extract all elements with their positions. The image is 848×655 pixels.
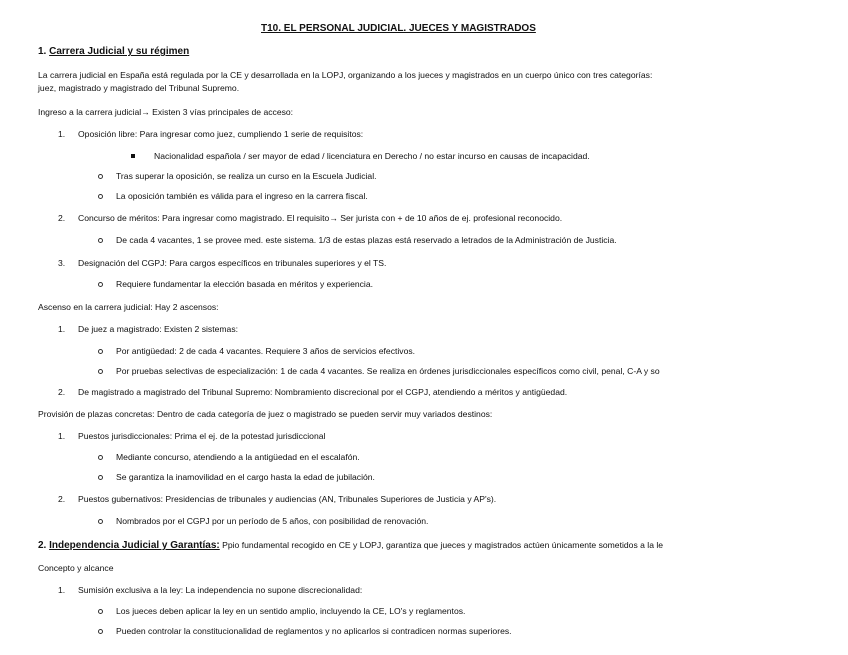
list-item-constitucionalidad: Pueden controlar la constitucionalidad de reglamentos y no aplicarlos si contradicen normas superiores. (116, 626, 512, 636)
list-item-inamovilidad: Se garantiza la inamovilidad en el cargo hasta la edad de jubilación. (116, 472, 375, 482)
section-1-title: Carrera Judicial y su régimen (49, 46, 190, 57)
list-item-designacion: Designación del CGPJ: Para cargos específicos en tribunales superiores y el TS. (78, 258, 387, 268)
list-number: 1. (58, 324, 66, 334)
section-2-title: Independencia Judicial y Garantías: (49, 540, 220, 551)
circle-bullet-icon (98, 455, 103, 460)
circle-bullet-icon (98, 519, 103, 524)
ascenso-paragraph: Ascenso en la carrera judicial: Hay 2 ascensos: (38, 302, 219, 312)
list-item-sumision: Sumisión exclusiva a la ley: La independencia no supone discrecionalidad: (78, 585, 363, 595)
list-item-concurso-escalafon: Mediante concurso, atendiendo a la antigüedad en el escalafón. (116, 452, 360, 462)
circle-bullet-icon (98, 282, 103, 287)
ingreso-paragraph: Ingreso a la carrera judicial→ Existen 3 vías principales de acceso: (38, 107, 294, 117)
list-item-escuela: Tras superar la oposición, se realiza un curso en la Escuela Judicial. (116, 171, 377, 181)
list-item-juez-magistrado: De juez a magistrado: Existen 2 sistemas: (78, 324, 239, 334)
list-number: 3. (58, 258, 66, 268)
list-item-fiscal: La oposición también es válida para el ingreso en la carrera fiscal. (116, 191, 368, 201)
list-number: 2. (58, 387, 66, 397)
list-item-aplicar-ley: Los jueces deben aplicar la ley en un sentido amplio, incluyendo la CE, LO's y reglamentos. (116, 606, 466, 616)
circle-bullet-icon (98, 369, 103, 374)
provision-paragraph: Provisión de plazas concretas: Dentro de cada categoría de juez o magistrado se pueden servir muy variados destinos: (38, 409, 493, 419)
list-number: 1. (58, 585, 66, 595)
circle-bullet-icon (98, 238, 103, 243)
list-number: 2. (58, 494, 66, 504)
intro-line-2: juez, magistrado y magistrado del Tribunal Supremo. (38, 83, 240, 93)
intro-line-1: La carrera judicial en España está regulada por la CE y desarrollada en la LOPJ, organizando a los jueces y magistrados en un cuerpo único con tres categorías: (38, 70, 653, 80)
section-1-number: 1. (38, 46, 50, 57)
list-number: 2. (58, 213, 66, 223)
list-item-requisitos: Nacionalidad española / ser mayor de edad / licenciatura en Derecho / no estar incurso en causas de incapacidad. (154, 151, 590, 161)
concepto-paragraph: Concepto y alcance (38, 563, 114, 573)
list-item-magistrado-ts: De magistrado a magistrado del Tribunal Supremo: Nombramiento discrecional por el CGPJ, atendiendo a méritos y antigüedad. (78, 387, 568, 397)
circle-bullet-icon (98, 194, 103, 199)
list-number: 1. (58, 431, 66, 441)
list-item-pruebas: Por pruebas selectivas de especialización: 1 de cada 4 vacantes. Se realiza en órdenes jurisdiccionales específicos como civil, penal, C-A y so (116, 366, 660, 376)
circle-bullet-icon (98, 629, 103, 634)
list-item-antiguedad: Por antigüedad: 2 de cada 4 vacantes. Requiere 3 años de servicios efectivos. (116, 346, 416, 356)
list-item-gubernativos: Puestos gubernativos: Presidencias de tribunales y audiencias (AN, Tribunales Superiores de Justicia y AP's). (78, 494, 497, 504)
circle-bullet-icon (98, 174, 103, 179)
section-1-heading (38, 46, 189, 57)
section-2-lead: Ppio fundamental recogido en CE y LOPJ, garantiza que jueces y magistrados actúen únicamente sometidos a la le (219, 540, 664, 550)
section-2-heading (38, 540, 663, 551)
list-item-vacantes: De cada 4 vacantes, 1 se provee med. este sistema. 1/3 de estas plazas está reservado a letrados de la Administración de Justicia. (116, 235, 617, 245)
circle-bullet-icon (98, 475, 103, 480)
circle-bullet-icon (98, 349, 103, 354)
list-number: 1. (58, 129, 66, 139)
list-item-concurso: Concurso de méritos: Para ingresar como magistrado. El requisito→ Ser jurista con + de 10 años de ej. profesional reconocido. (78, 213, 563, 223)
document-title: T10. EL PERSONAL JUDICIAL. JUECES Y MAGISTRADOS (261, 23, 536, 34)
list-item-nombrados: Nombrados por el CGPJ por un período de 5 años, con posibilidad de renovación. (116, 516, 429, 526)
circle-bullet-icon (98, 609, 103, 614)
list-item-oposicion: Oposición libre: Para ingresar como juez, cumpliendo 1 serie de requisitos: (78, 129, 364, 139)
section-2-number: 2. (38, 540, 50, 551)
square-bullet-icon (131, 154, 135, 158)
list-item-jurisdiccionales: Puestos jurisdiccionales: Prima el ej. de la potestad jurisdiccional (78, 431, 326, 441)
list-item-fundamentar: Requiere fundamentar la elección basada en méritos y experiencia. (116, 279, 374, 289)
